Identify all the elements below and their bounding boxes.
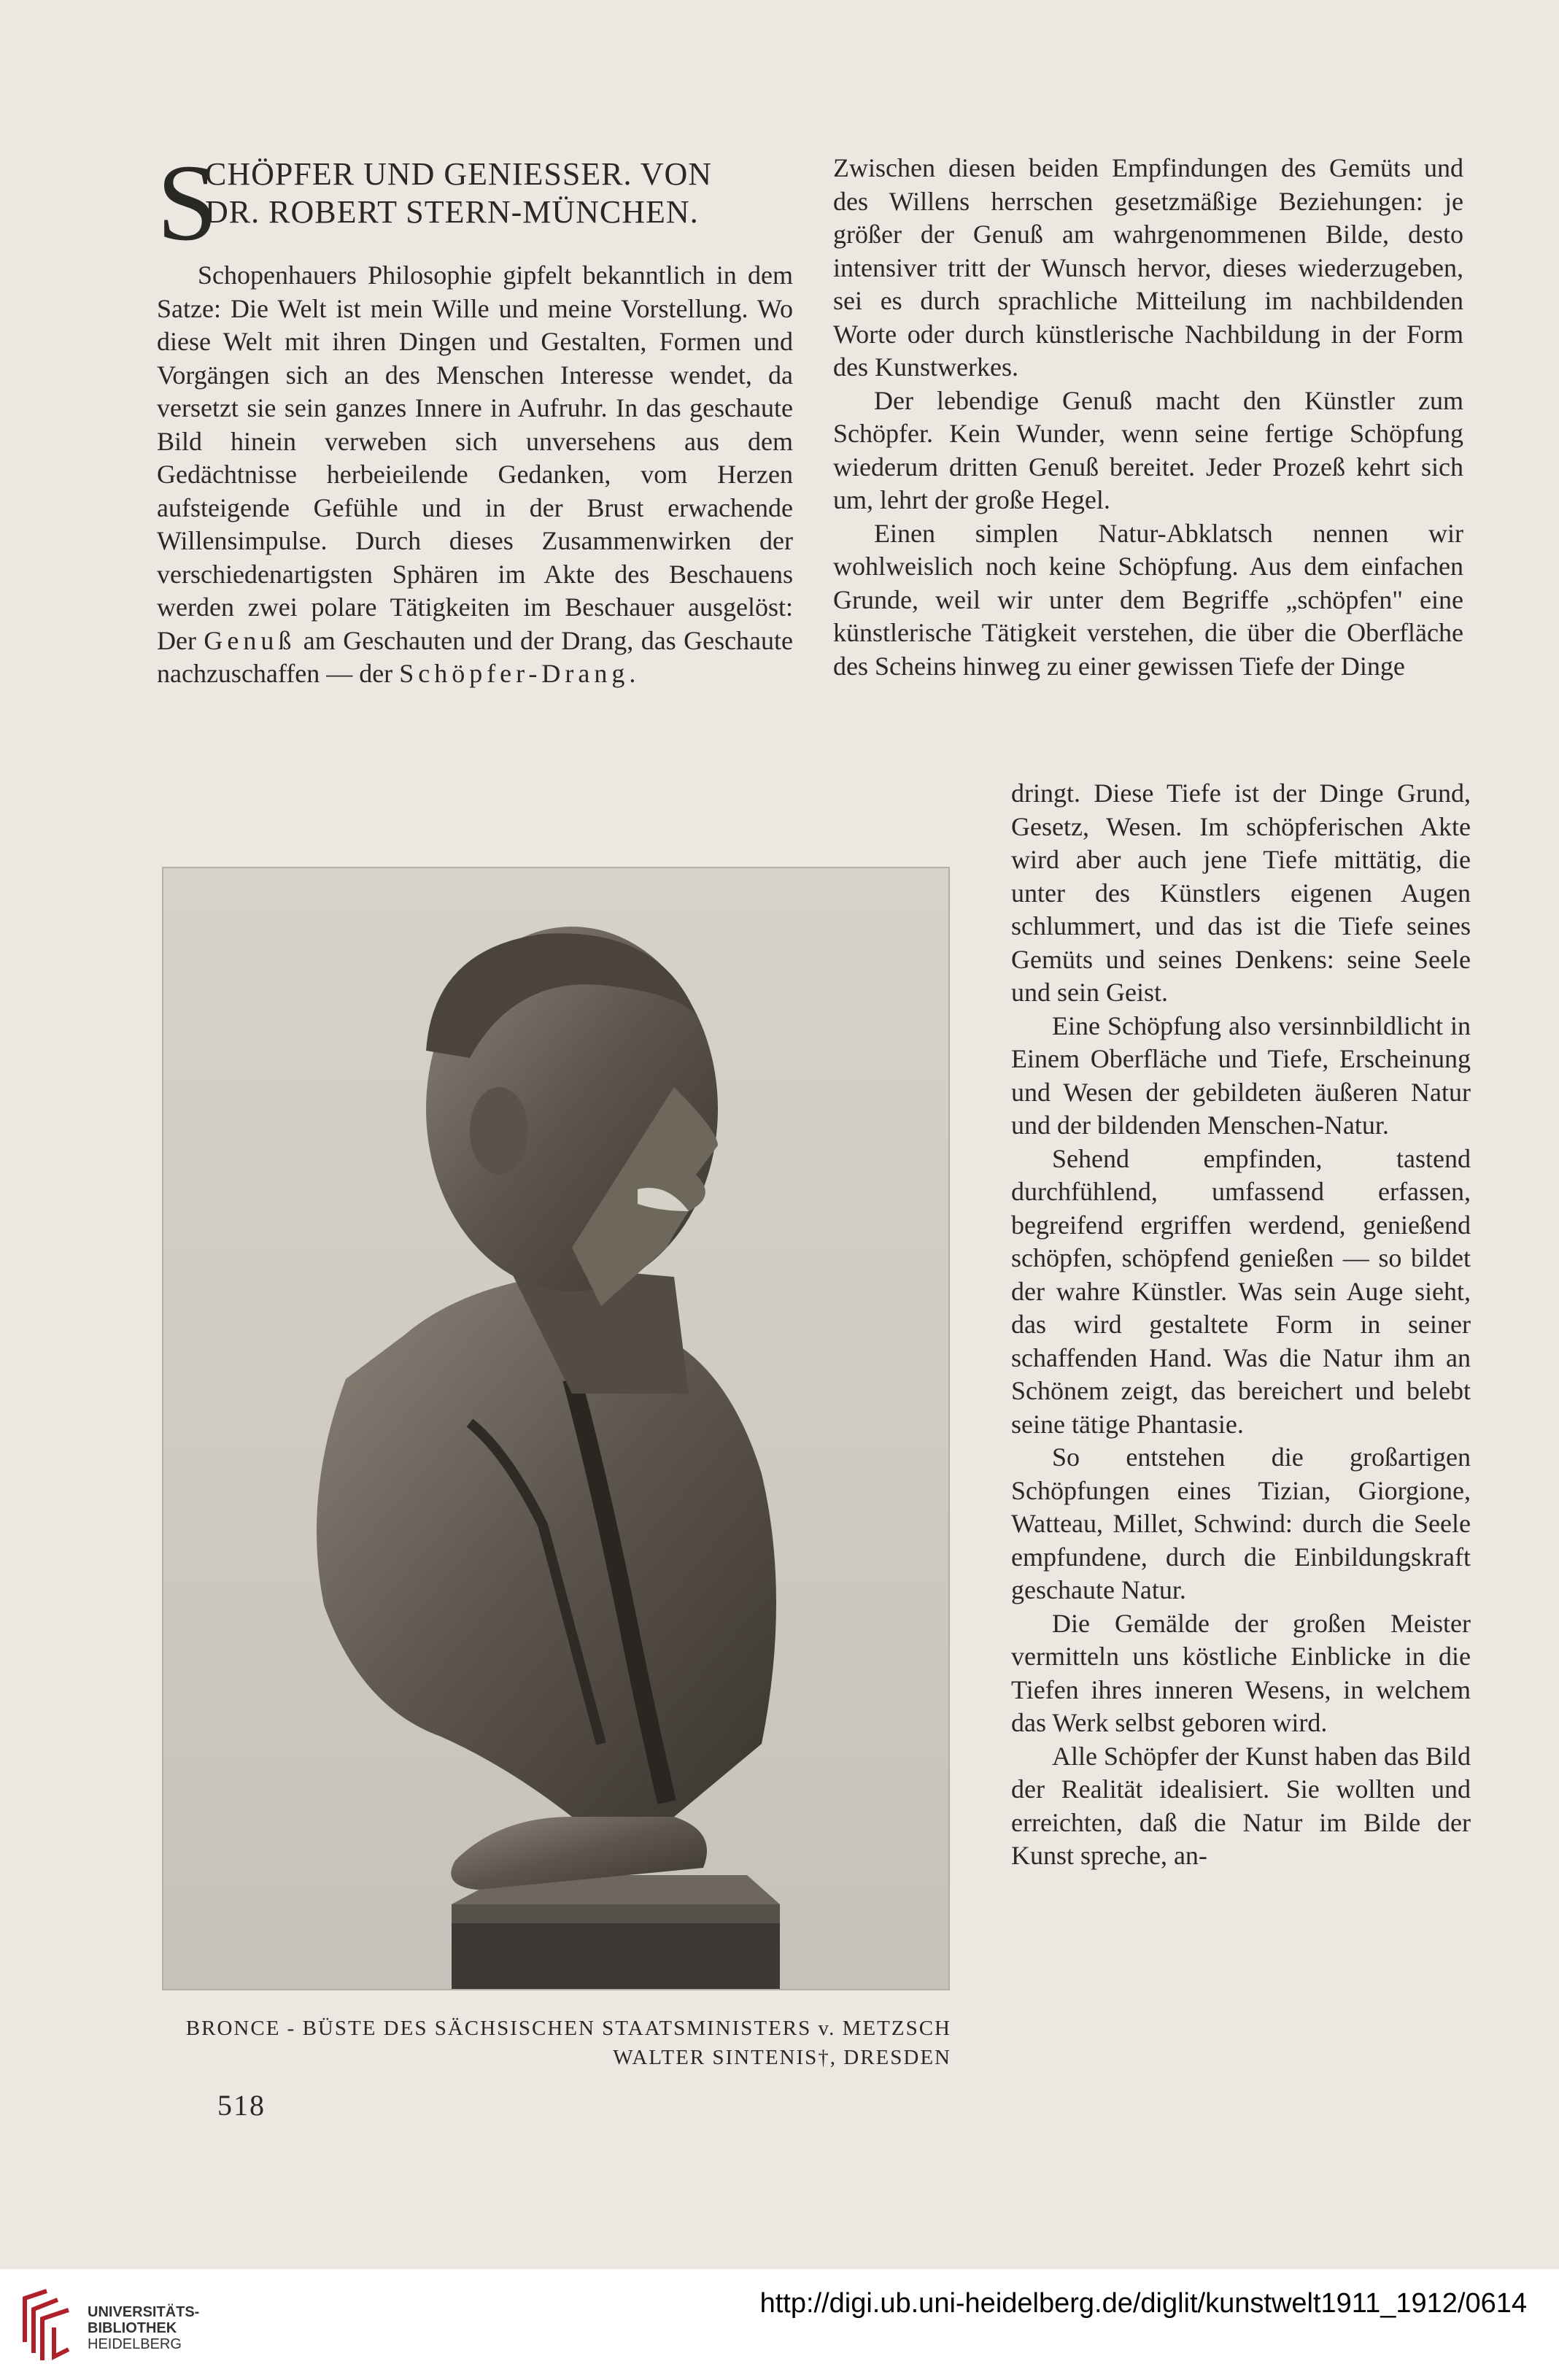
figure-caption: [162, 2014, 951, 2072]
right-column-narrow-text: [1011, 777, 1471, 1873]
paragraph: Zwischen diesen beiden Empfindungen des Gemüts und des Willens herrschen gesetzmäßige Beziehungen: je größer der Genuß am wahrgenommenen Bilde, desto intensiver tritt der Wunsch hervor, dieses wiederzugeben, sei es durch sprachliche Mitteilung im nachbildenden Worte oder durch künstlerische Nachbildung in der Form des Kunstwerkes.: [833, 153, 1463, 382]
paragraph: So entstehen die großartigen Schöpfungen eines Tizian, Giorgione, Watteau, Millet, Schwind: durch die Seele empfundene, durch die Einbildungskraft geschaute Natur.: [1011, 1442, 1471, 1604]
emphasis-schoepfer-drang: Schöpfer-Drang.: [399, 659, 641, 688]
paragraph: Eine Schöpfung also versinnbildlicht in Einem Oberfläche und Tiefe, Erscheinung und Wesen der gebildeten äußeren Natur und der bildenden Menschen-Natur.: [1011, 1011, 1471, 1140]
library-logo-icon: [18, 2284, 76, 2364]
headline-dropcap: S: [157, 142, 218, 263]
emphasis-genuss: Genuß: [204, 625, 296, 655]
paragraph: Sehend empfinden, tastend durchfühlend, umfassend erfassen, begreifend ergriffen werdend, genießend schöpfen, schöpfend genießen — so bildet der wahre Künstler. Was sein Auge sieht, das wird gestaltete Form in seiner schaffenden Hand. Was die Natur ihm an Schönem zeigt, das bereichert und belebt seine tätige Phantasie.: [1011, 1143, 1471, 1439]
page-number: 518: [217, 2089, 266, 2122]
paragraph: Alle Schöpfer der Kunst haben das Bild der Realität idealisiert. Sie wollten und erreichten, daß die Natur im Bilde der Kunst spreche, an-: [1011, 1741, 1471, 1870]
bronze-bust-image: [163, 868, 948, 1989]
paragraph: dringt. Diese Tiefe ist der Dinge Grund, Gesetz, Wesen. Im schöpferischen Akte wird aber auch jene Tiefe mittätig, die unter des Künstlers eigenen Augen schlummert, und das ist die Tiefe seines Gemüts und seines Denkens: seine Seele und sein Geist.: [1011, 778, 1471, 1007]
left-column-text: [157, 259, 793, 691]
bust-photograph: [162, 867, 950, 1990]
footer-bar: [0, 2269, 1559, 2380]
library-logo[interactable]: [18, 2284, 324, 2364]
headline-line-2: DR. ROBERT STERN-MÜNCHEN.: [205, 194, 699, 230]
paragraph: Einen simplen Natur-Abklatsch nennen wir wohlweislich noch keine Schöpfung. Aus dem einfachen Grunde, weil wir unter dem Begriffe „schöpfen" eine künstlerische Tätigkeit verstehen, die über die Oberfläche des Scheins hinweg zu einer gewissen Tiefe der Dinge: [833, 518, 1463, 681]
library-name: UNIVERSITÄTS- BIBLIOTHEK HEIDELBERG: [88, 2304, 200, 2352]
article-headline: [157, 142, 799, 263]
right-column-text: [833, 152, 1463, 683]
paragraph: Schopenhauers Philosophie gipfelt bekanntlich in dem Satze: Die Welt ist mein Wille und meine Vorstellung. Wo diese Welt mit ihren Dingen und Gestalten, Formen und Vorgängen sich an des Menschen Interesse wendet, da versetzt sie sein ganzes Innere in Aufruhr. In das geschaute Bild hinein verweben sich unversehens aus dem Gedächtnisse herbeieilende Gedanken, vom Herzen aufsteigende Gefühle und in der Brust erwachende Willensimpulse. Durch dieses Zusammenwirken der verschiedenartigsten Sphären im Akte des Beschauens werden zwei polare Tätigkeiten im Beschauer ausgelöst: Der Genuß am Geschauten und der Drang, das Geschaute nachzuschaffen — der Schöpfer-Drang.: [157, 260, 794, 688]
paragraph: Der lebendige Genuß macht den Künstler zum Schöpfer. Kein Wunder, wenn seine fertige Schöpfung wiederum dritten Genuß bereitet. Jeder Prozeß kehrt sich um, lehrt der große Hegel.: [833, 385, 1463, 514]
caption-line-2: WALTER SINTENIS†, DRESDEN: [613, 2046, 951, 2069]
caption-line-1: BRONCE - BÜSTE DES SÄCHSISCHEN STAATSMINISTERS v. METZSCH: [185, 2017, 951, 2040]
headline-line-1: CHÖPFER UND GENIESSER. VON: [205, 156, 713, 192]
paragraph: Die Gemälde der großen Meister vermitteln uns köstliche Einblicke in die Tiefen ihres inneren Wesens, in welchem das Werk selbst geboren wird.: [1011, 1608, 1471, 1737]
source-url-link[interactable]: http://digi.ub.uni-heidelberg.de/diglit/kunstwelt1911_1912/0614: [759, 2288, 1527, 2319]
